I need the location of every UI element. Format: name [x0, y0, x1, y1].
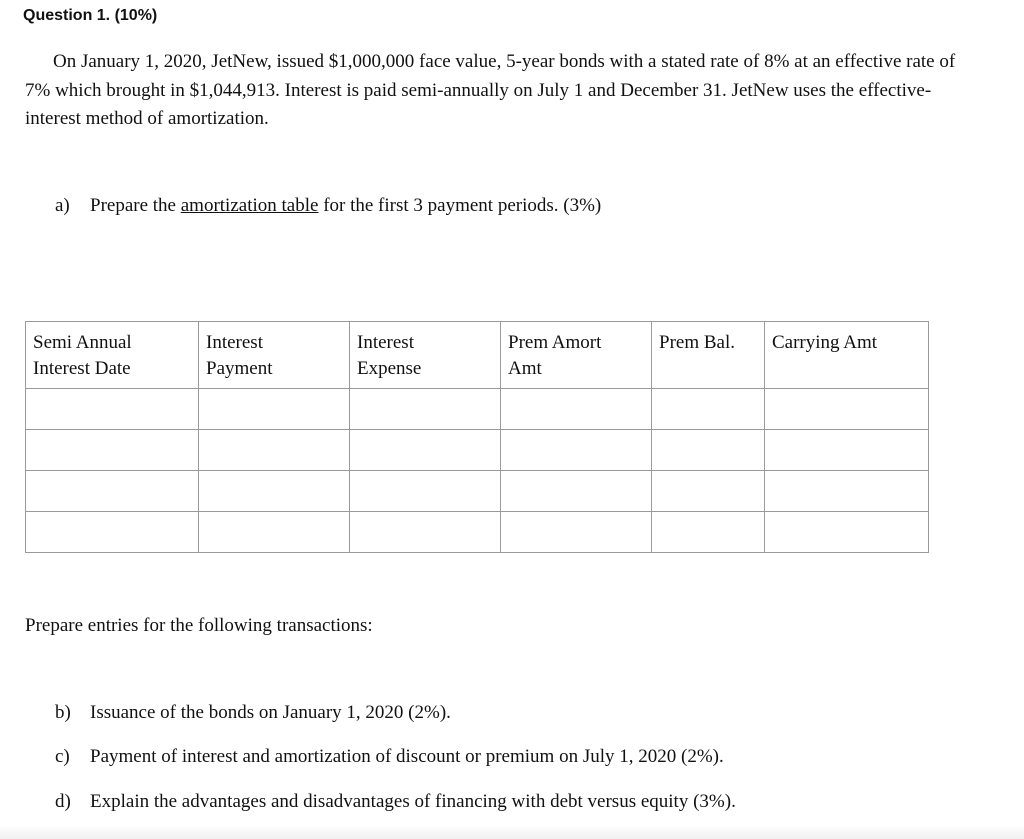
part-b: [55, 701, 451, 725]
part-c: [55, 745, 724, 769]
part-a: [55, 194, 601, 218]
table-cell[interactable]: [652, 471, 765, 512]
header-prem-bal: Prem Bal.: [652, 322, 765, 389]
header-interest-date: Semi Annual Interest Date: [26, 322, 199, 389]
part-a-underlined-text: amortization table: [180, 195, 319, 216]
table-cell[interactable]: [765, 430, 929, 471]
table-cell[interactable]: [26, 430, 199, 471]
part-d-text: Explain the advantages and disadvantages of financing with debt versus equity (3%).: [90, 791, 736, 812]
table-cell[interactable]: [350, 471, 501, 512]
part-a-label: a): [55, 195, 70, 216]
part-c-text: Payment of interest and amortization of discount or premium on July 1, 2020 (2%).: [90, 746, 724, 767]
table-row: [26, 430, 929, 471]
question-title: Question 1. (10%): [23, 7, 158, 24]
table-cell[interactable]: [652, 430, 765, 471]
table-cell[interactable]: [501, 471, 652, 512]
table-header-row: [26, 322, 929, 389]
table-cell[interactable]: [652, 512, 765, 553]
entries-intro: Prepare entries for the following transactions:: [25, 615, 373, 636]
part-a-text-before: Prepare the: [90, 195, 181, 216]
table-cell[interactable]: [501, 430, 652, 471]
table-cell[interactable]: [501, 389, 652, 430]
part-c-label: c): [55, 746, 70, 767]
part-a-text-after: for the first 3 payment periods. (3%): [318, 195, 602, 216]
table-cell[interactable]: [765, 512, 929, 553]
part-d-label: d): [55, 791, 71, 812]
table-cell[interactable]: [501, 512, 652, 553]
table-cell[interactable]: [765, 471, 929, 512]
table-cell[interactable]: [199, 471, 350, 512]
table-cell[interactable]: [350, 430, 501, 471]
page-bottom-edge: [0, 825, 1024, 839]
table-cell[interactable]: [652, 389, 765, 430]
header-prem-amort: Prem Amort Amt: [501, 322, 652, 389]
header-interest-payment: Interest Payment: [199, 322, 350, 389]
amortization-table: [25, 321, 929, 553]
table-cell[interactable]: [26, 512, 199, 553]
table-cell[interactable]: [26, 471, 199, 512]
table-cell[interactable]: [765, 389, 929, 430]
table-cell[interactable]: [199, 389, 350, 430]
table-row: [26, 471, 929, 512]
table-cell[interactable]: [26, 389, 199, 430]
header-carrying-amt: Carrying Amt: [765, 322, 929, 389]
table-cell[interactable]: [350, 389, 501, 430]
table-cell[interactable]: [199, 430, 350, 471]
table-row: [26, 389, 929, 430]
table-cell[interactable]: [350, 512, 501, 553]
part-b-label: b): [55, 702, 71, 723]
table-row: [26, 512, 929, 553]
table-cell[interactable]: [199, 512, 350, 553]
part-b-text: Issuance of the bonds on January 1, 2020 (2%).: [90, 702, 451, 723]
part-d: [55, 790, 736, 814]
header-interest-expense: Interest Expense: [350, 322, 501, 389]
question-intro: On January 1, 2020, JetNew, issued $1,000,000 face value, 5-year bonds with a stated rate of 8% at an effective rate of 7% which brought in $1,044,913. Interest is paid semi-annually on July 1 and December 31. JetNew uses the effective-interest method of amortization.: [25, 51, 956, 129]
